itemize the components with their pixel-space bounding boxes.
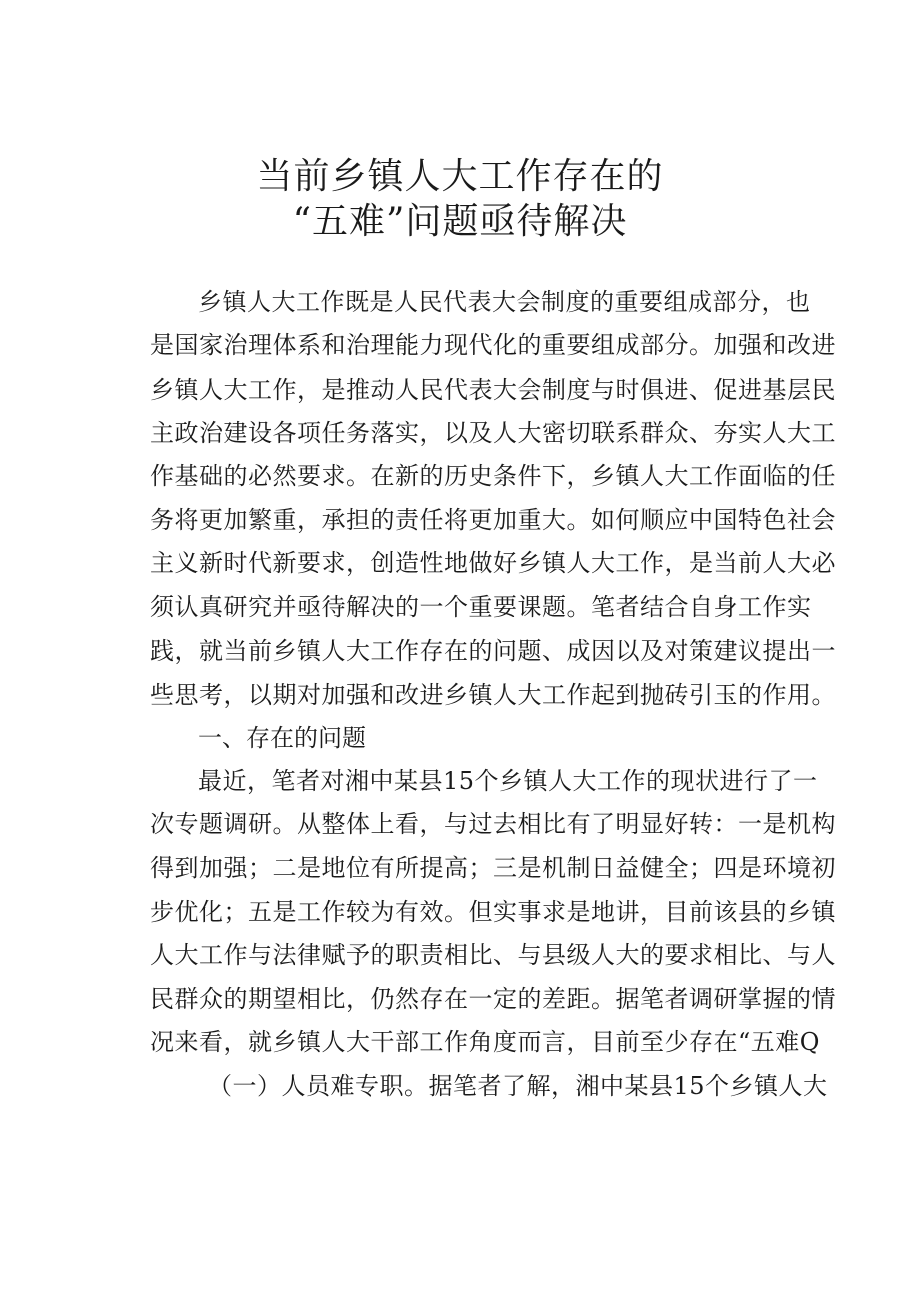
paragraph-line: 是国家治理体系和治理能力现代化的重要组成部分。加强和改进 [150, 331, 836, 359]
paragraph-line: 人大工作与法律赋予的职责相比、与县级人大的要求相比、与人 [150, 941, 836, 969]
paragraph-line: 最近，笔者对湘中某县15个乡镇人大工作的现状进行了一 [198, 767, 818, 795]
paragraph-line: 践，就当前乡镇人大工作存在的问题、成因以及对策建议提出一 [150, 637, 836, 665]
paragraph-line: 民群众的期望相比，仍然存在一定的差距。据笔者调研掌握的情 [150, 985, 836, 1013]
paragraph-line: 作基础的必然要求。在新的历史条件下，乡镇人大工作面临的任 [150, 462, 836, 490]
paragraph-line: 乡镇人大工作，是推动人民代表大会制度与时俱进、促进基层民 [150, 376, 836, 404]
paragraph-line: 主政治建设各项任务落实，以及人大密切联系群众、夯实人大工 [150, 419, 836, 447]
section-heading: 一、存在的问题 [198, 724, 366, 752]
paragraph-line: 些思考，以期对加强和改进乡镇人大工作起到抛砖引玉的作用。 [150, 681, 836, 709]
paragraph-line: 得到加强；二是地位有所提高；三是机制日益健全；四是环境初 [150, 854, 836, 882]
paragraph-line: （一）人员难专职。据笔者了解，湘中某县15个乡镇人大 [208, 1072, 828, 1100]
document-title-line-1: 当前乡镇人大工作存在的 [256, 156, 664, 197]
paragraph-line: 主义新时代新要求，创造性地做好乡镇人大工作，是当前人大必 [150, 549, 836, 577]
paragraph-line: 须认真研究并亟待解决的一个重要课题。笔者结合自身工作实 [150, 593, 812, 621]
paragraph-line: 务将更加繁重，承担的责任将更加重大。如何顺应中国特色社会 [150, 506, 836, 534]
document-title-line-2: “五难”问题亟待解决 [292, 201, 628, 242]
paragraph-line: 步优化；五是工作较为有效。但实事求是地讲，目前该县的乡镇 [150, 898, 836, 926]
paragraph-line: 况来看，就乡镇人大干部工作角度而言，目前至少存在“五难Q [150, 1028, 820, 1056]
paragraph-line: 次专题调研。从整体上看，与过去相比有了明显好转：一是机构 [150, 810, 836, 838]
paragraph-line: 乡镇人大工作既是人民代表大会制度的重要组成部分，也 [198, 288, 811, 316]
